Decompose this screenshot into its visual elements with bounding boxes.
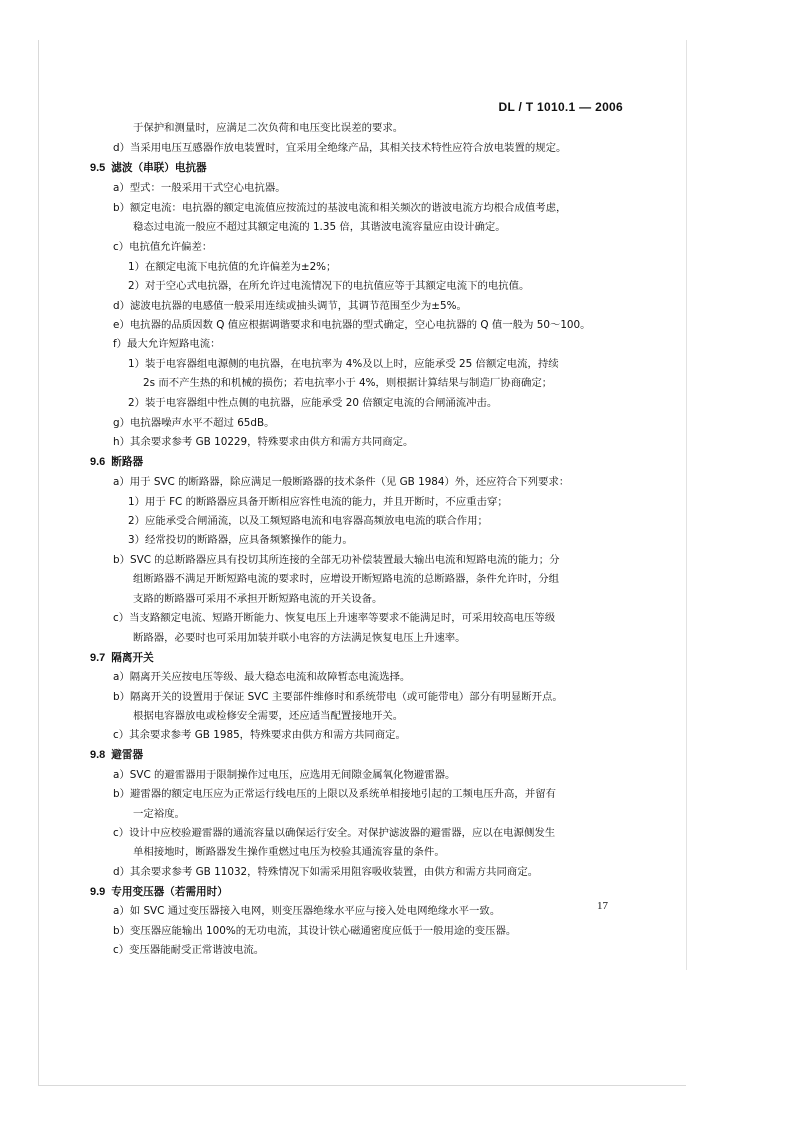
section-heading-9-8 bbox=[90, 748, 143, 762]
text-line: 于保护和测量时，应满足二次负荷和电压变比误差的要求。 bbox=[133, 122, 404, 134]
section-heading-9-9 bbox=[90, 885, 228, 899]
section-heading-9-6 bbox=[90, 455, 143, 469]
section-title: 断路器 bbox=[111, 456, 144, 468]
text-line: c）变压器能耐受正常谐波电流。 bbox=[113, 944, 265, 956]
text-line: d）滤波电抗器的电感值一般采用连续或抽头调节，其调节范围至少为±5%。 bbox=[113, 300, 467, 312]
section-number: 9.7 bbox=[90, 652, 106, 664]
section-number: 9.9 bbox=[90, 886, 106, 898]
section-heading-9-5 bbox=[90, 161, 207, 175]
page-number: 17 bbox=[597, 900, 608, 912]
text-line: 一定裕度。 bbox=[133, 808, 185, 820]
text-line: c）当支路额定电流、短路开断能力、恢复电压上升速率等要求不能满足时，可采用较高电压等级 bbox=[113, 612, 556, 624]
text-line: b）额定电流：电抗器的额定电流值应按流过的基波电流和相关频次的谐波电流方均根合成值考虑， bbox=[113, 202, 567, 214]
page-left-border bbox=[38, 40, 39, 1085]
text-line: c）其余要求参考 GB 1985，特殊要求由供方和需方共同商定。 bbox=[113, 729, 406, 741]
section-number: 9.6 bbox=[90, 456, 106, 468]
text-line: 2）对于空心式电抗器，在所允许过电流情况下的电抗值应等于其额定电流下的电抗值。 bbox=[128, 280, 530, 292]
section-title: 隔离开关 bbox=[111, 652, 154, 664]
text-line: 稳态过电流一般应不超过其额定电流的 1.35 倍，其谐波电流容量应由设计确定。 bbox=[133, 221, 506, 233]
text-line: d）当采用电压互感器作放电装置时，宜采用全绝缘产品，其相关技术特性应符合放电装置的规定。 bbox=[113, 142, 567, 154]
page-right-border bbox=[686, 40, 687, 970]
text-line: b）避雷器的额定电压应为正常运行线电压的上限以及系统单相接地引起的工频电压升高，并留有 bbox=[113, 788, 556, 800]
text-line: d）其余要求参考 GB 11032，特殊情况下如需采用阻容吸收装置，由供方和需方共同商定。 bbox=[113, 866, 539, 878]
text-line: 1）在额定电流下电抗值的允许偏差为±2%； bbox=[128, 261, 337, 273]
standard-code-header: DL / T 1010.1 — 2006 bbox=[498, 100, 623, 114]
text-line: 组断路器不满足开断短路电流的要求时，应增设开断短路电流的总断路器，条件允许时，分组 bbox=[133, 573, 560, 585]
section-number: 9.5 bbox=[90, 162, 106, 174]
text-line: c）设计中应校验避雷器的通流容量以确保运行安全。对保护滤波器的避雷器，应以在电源侧发生 bbox=[113, 827, 556, 839]
section-heading-9-7 bbox=[90, 651, 154, 665]
text-line: b）隔离开关的设置用于保证 SVC 主要部件维修时和系统带电（或可能带电）部分有明显断开点。 bbox=[113, 691, 563, 703]
text-line: 3）经常投切的断路器，应具备频繁操作的能力。 bbox=[128, 534, 353, 546]
text-line: a）隔离开关应按电压等级、最大稳态电流和故障暂态电流选择。 bbox=[113, 671, 411, 683]
section-title: 专用变压器（若需用时） bbox=[111, 886, 228, 898]
text-line: g）电抗器噪声水平不超过 65dB。 bbox=[113, 417, 275, 429]
text-line: b）变压器应能输出 100%的无功电流，其设计铁心磁通密度应低于一般用途的变压器。 bbox=[113, 925, 517, 937]
text-line: c）电抗值允许偏差： bbox=[113, 241, 213, 253]
text-line: 1）用于 FC 的断路器应具备开断相应容性电流的能力，并且开断时，不应重击穿； bbox=[128, 496, 508, 508]
text-line: a）SVC 的避雷器用于限制操作过电压，应选用无间隙金属氧化物避雷器。 bbox=[113, 769, 456, 781]
text-line: 支路的断路器可采用不承担开断短路电流的开关设备。 bbox=[133, 593, 383, 605]
text-line: 2）应能承受合闸涌流，以及工频短路电流和电容器高频放电电流的联合作用； bbox=[128, 515, 488, 527]
section-number: 9.8 bbox=[90, 749, 106, 761]
text-line: e）电抗器的品质因数 Q 值应根据调谐要求和电抗器的型式确定，空心电抗器的 Q 值一般为 50～100。 bbox=[113, 319, 591, 331]
section-title: 滤波（串联）电抗器 bbox=[111, 162, 207, 174]
text-line: 1）装于电容器组电源侧的电抗器，在电抗率为 4%及以上时，应能承受 25 倍额定电流，持续 bbox=[128, 358, 559, 370]
text-line: 2s 而不产生热的和机械的损伤；若电抗率小于 4%，则根据计算结果与制造厂协商确定； bbox=[143, 377, 553, 389]
text-line: 断路器，必要时也可采用加装并联小电容的方法满足恢复电压上升速率。 bbox=[133, 632, 466, 644]
text-line: f）最大允许短路电流： bbox=[113, 338, 221, 350]
text-line: b）SVC 的总断路器应具有投切其所连接的全部无功补偿装置最大输出电流和短路电流的能力；分 bbox=[113, 554, 560, 566]
text-line: 根据电容器放电或检修安全需要，还应适当配置接地开关。 bbox=[133, 710, 404, 722]
text-line: a）型式：一般采用干式空心电抗器。 bbox=[113, 182, 286, 194]
text-line: a）用于 SVC 的断路器，除应满足一般断路器的技术条件（见 GB 1984）外，还应符合下列要求： bbox=[113, 476, 570, 488]
text-line: 单相接地时，断路器发生操作重燃过电压为校验其通流容量的条件。 bbox=[133, 846, 445, 858]
text-line: a）如 SVC 通过变压器接入电网，则变压器绝缘水平应与接入处电网绝缘水平一致。 bbox=[113, 905, 501, 917]
text-line: h）其余要求参考 GB 10229，特殊要求由供方和需方共同商定。 bbox=[113, 436, 414, 448]
section-title: 避雷器 bbox=[111, 749, 144, 761]
text-line: 2）装于电容器组中性点侧的电抗器，应能承受 20 倍额定电流的合闸涌流冲击。 bbox=[128, 397, 498, 409]
page-bottom-border bbox=[38, 1085, 686, 1086]
